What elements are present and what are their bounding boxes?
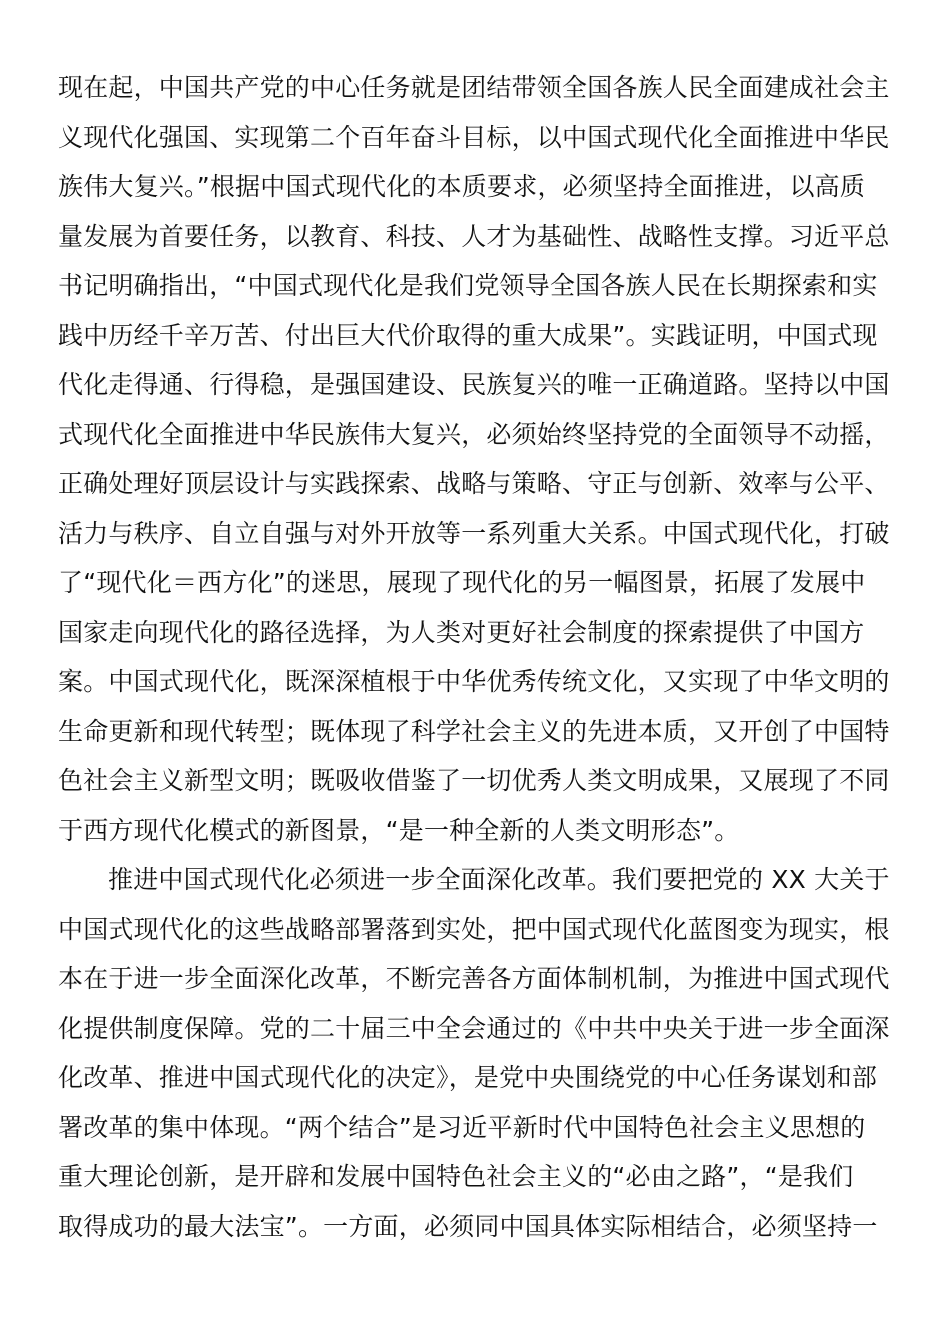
text-line: 活力与秩序、自立自强与对外开放等一系列重大关系。中国式现代化，打破 [58, 519, 890, 548]
text-line: 重大理论创新，是开辟和发展中国特色社会主义的“必由之路”，“是我们 [58, 1162, 854, 1191]
text-line: 书记明确指出，“中国式现代化是我们党领导全国各族人民在长期探索和实 [58, 271, 878, 300]
paragraph-first-line: 推进中国式现代化必须进一步全面深化改革。我们要把党的 XX 大关于 [108, 865, 890, 894]
text-line: 本在于进一步全面深化改革，不断完善各方面体制机制，为推进中国式现代 [58, 964, 890, 993]
text-line: 正确处理好顶层设计与实践探索、战略与策略、守正与创新、效率与公平、 [58, 469, 890, 498]
text-line: 代化走得通、行得稳，是强国建设、民族复兴的唯一正确道路。坚持以中国 [58, 370, 890, 399]
text-line: 现在起，中国共产党的中心任务就是团结带领全国各族人民全面建成社会主 [58, 73, 890, 102]
text-line: 色社会主义新型文明；既吸收借鉴了一切优秀人类文明成果，又展现了不同 [58, 766, 890, 795]
text-line: 生命更新和现代转型；既体现了科学社会主义的先进本质，又开创了中国特 [58, 717, 890, 746]
text-line: 践中历经千辛万苦、付出巨大代价取得的重大成果”。实践证明，中国式现 [58, 321, 878, 350]
text-line: 中国式现代化的这些战略部署落到实处，把中国式现代化蓝图变为现实，根 [58, 915, 890, 944]
text-line: 化提供制度保障。党的二十届三中全会通过的《中共中央关于进一步全面深 [58, 1014, 890, 1043]
text-line: 义现代化强国、实现第二个百年奋斗目标，以中国式现代化全面推进中华民 [58, 123, 890, 152]
text-line: 式现代化全面推进中华民族伟大复兴，必须始终坚持党的全面领导不动摇， [58, 420, 890, 449]
text-line: 化改革、推进中国式现代化的决定》，是党中央围绕党的中心任务谋划和部 [58, 1063, 878, 1092]
text-line: 国家走向现代化的路径选择，为人类对更好社会制度的探索提供了中国方 [58, 618, 865, 647]
text-line: 量发展为首要任务，以教育、科技、人才为基础性、战略性支撑。习近平总 [58, 222, 890, 251]
text-line: 署改革的集中体现。“两个结合”是习近平新时代中国特色社会主义思想的 [58, 1113, 866, 1142]
text-line: 族伟大复兴。”根据中国式现代化的本质要求，必须坚持全面推进，以高质 [58, 172, 866, 201]
text-line: 了“现代化＝西方化”的迷思，展现了现代化的另一幅图景，拓展了发展中 [58, 568, 866, 597]
text-line: 案。中国式现代化，既深深植根于中华优秀传统文化，又实现了中华文明的 [58, 667, 890, 696]
text-line: 取得成功的最大法宝”。一方面，必须同中国具体实际相结合，必须坚持一 [58, 1212, 878, 1241]
text-line: 于西方现代化模式的新图景，“是一种全新的人类文明形态”。 [58, 816, 740, 845]
